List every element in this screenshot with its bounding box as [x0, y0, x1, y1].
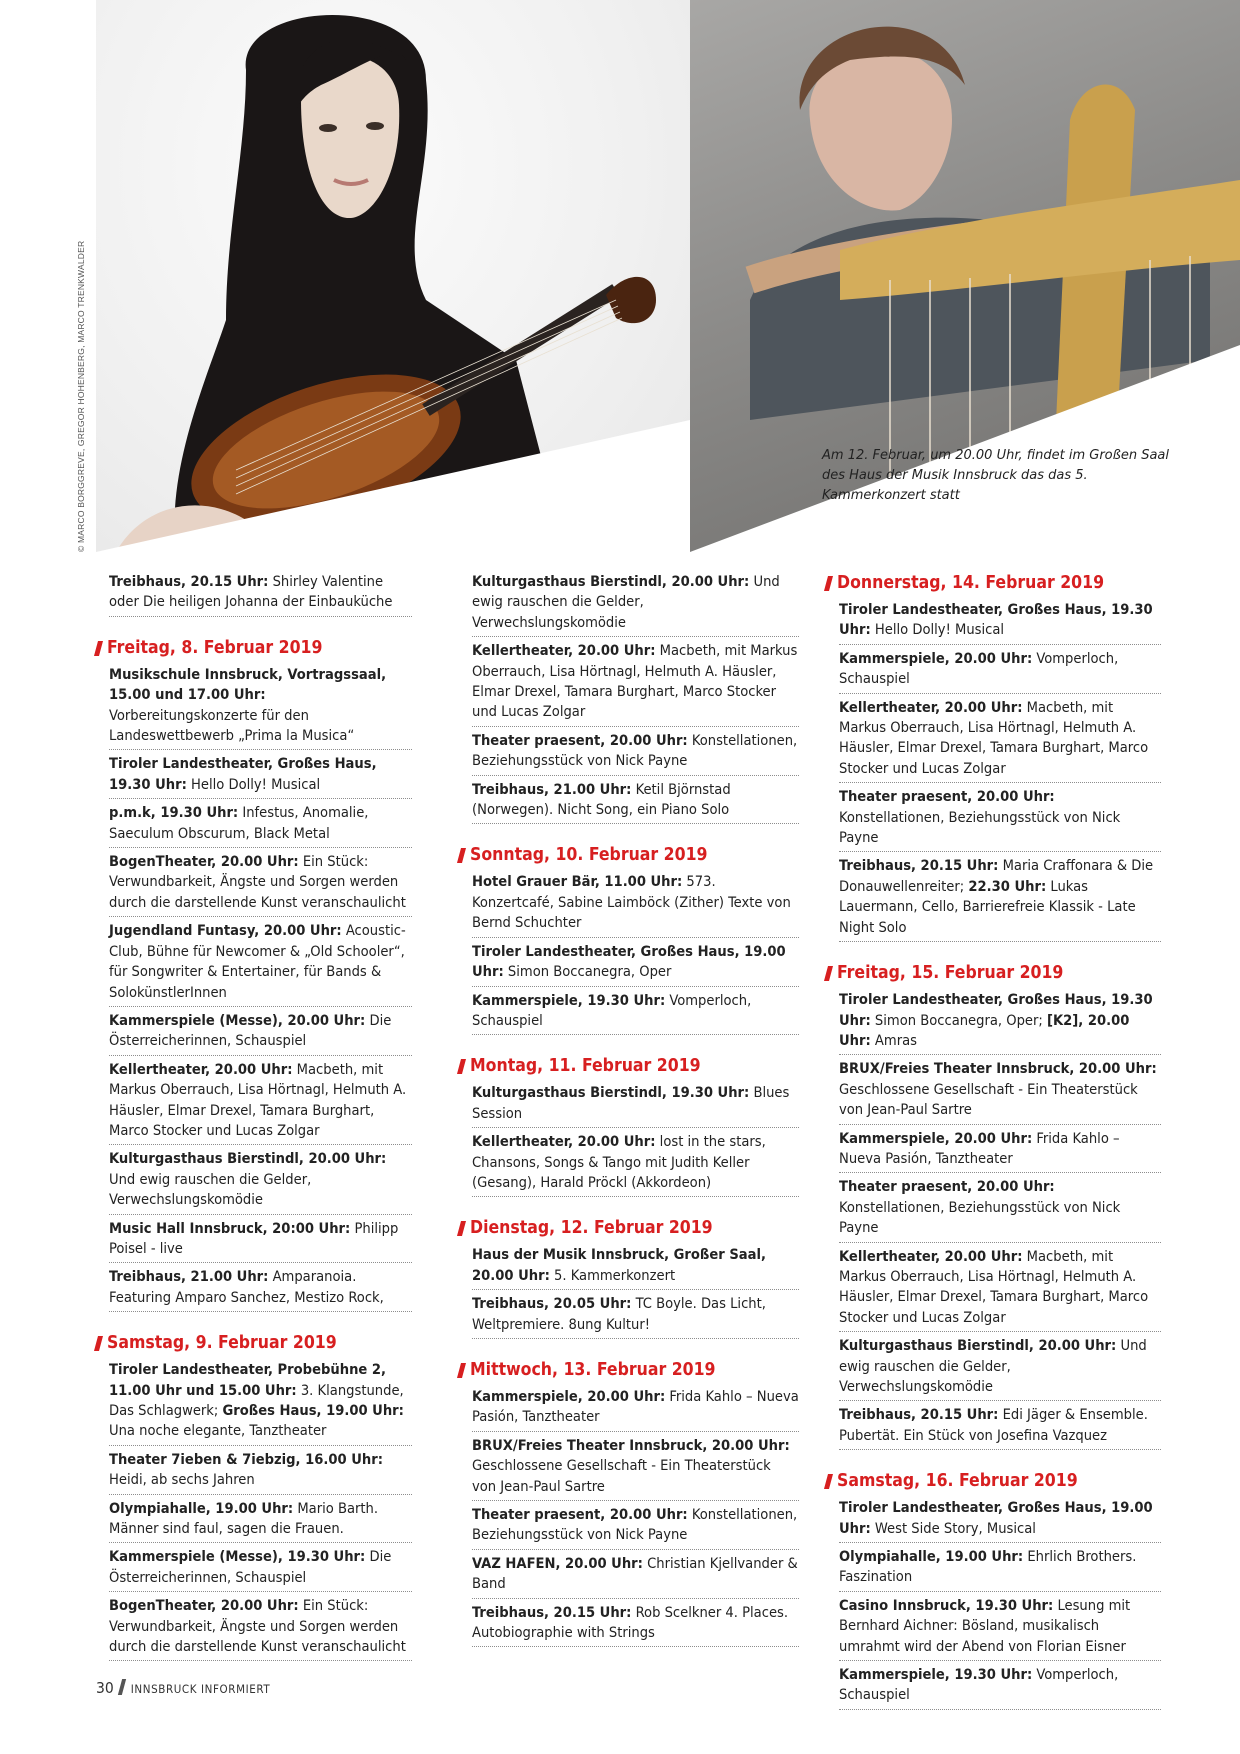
footer-divider: [118, 1679, 126, 1695]
day-heading: [459, 1359, 799, 1381]
event-venue: Tiroler Landestheater, Probebühne 2, 11.00 Uhr und 15.00 Uhr:: [109, 1361, 387, 1399]
event-entry: [109, 1596, 412, 1661]
day-heading-text: Dienstag, 12. Februar 2019: [470, 1218, 713, 1239]
event-entry: [839, 698, 1161, 784]
event-description: Frida Kahlo – Nueva Pasión, Tanztheater: [839, 1129, 1120, 1167]
event-venue: Kammerspiele (Messe), 20.00 Uhr:: [109, 1011, 366, 1029]
event-description: Rob Scelkner 4. Places. Autobiographie with Strings: [472, 1603, 789, 1642]
event-description: Ehrlich Brothers. Faszination: [839, 1548, 1137, 1586]
event-description: Edi Jäger & Ensemble. Pubertät. Ein Stück von Josefina Vazquez: [839, 1406, 1148, 1444]
event-description: Una noche elegante, Tanztheater: [109, 1422, 327, 1440]
day-heading: [826, 962, 1161, 984]
event-description: Ketil Björnstad (Norwegen). Nicht Song, ein Piano Solo: [472, 780, 731, 819]
event-description: Simon Boccanegra, Oper;: [870, 1011, 1047, 1029]
event-entry: [839, 856, 1161, 942]
event-description: Ein Stück: Verwundbarkeit, Ängste und Sorgen werden durch die darstellende Kunst veranschaulicht: [109, 853, 406, 911]
event-entry: [839, 1247, 1161, 1333]
day-section: [459, 844, 799, 1035]
event-description: Philipp Poisel - live: [109, 1219, 399, 1257]
event-venue: Treibhaus, 20.15 Uhr:: [839, 1406, 999, 1424]
event-description: Geschlossene Gesellschaft - Ein Theaterstück von Jean-Paul Sartre: [839, 1080, 1138, 1119]
event-entry: [839, 1498, 1161, 1543]
day-heading: [826, 572, 1161, 594]
event-entry: [472, 780, 799, 825]
event-entry: [109, 803, 412, 848]
day-entries: [459, 1245, 799, 1339]
violinist-photo: [96, 0, 690, 552]
day-heading-text: Donnerstag, 14. Februar 2019: [837, 573, 1105, 593]
page-number: 30: [96, 1679, 114, 1697]
event-description: Shirley Valentine oder Die heiligen Johanna der Einbauküche: [109, 573, 393, 611]
event-entry: [109, 572, 412, 617]
event-venue: Tiroler Landestheater, Großes Haus, 19.30 Uhr:: [839, 601, 1153, 639]
event-entry: [839, 990, 1161, 1055]
event-venue: Kellertheater, 20.00 Uhr:: [109, 1060, 293, 1078]
event-entry: [839, 1129, 1161, 1174]
publication-name: INNSBRUCK INFORMIERT: [130, 1682, 271, 1696]
event-description: Und ewig rauschen die Gelder, Verwechslungskomödie: [109, 1170, 312, 1209]
event-venue: Olympiahalle, 19.00 Uhr:: [839, 1548, 1024, 1566]
event-description: Vorbereitungskonzerte für den Landeswettbewerb „Prima la Musica“: [109, 706, 355, 745]
event-entry: [839, 1665, 1161, 1710]
event-venue: Theater praesent, 20.00 Uhr:: [472, 731, 688, 749]
heading-marker: [824, 1474, 833, 1489]
event-venue: Tiroler Landestheater, Großes Haus, 19.00 Uhr:: [839, 1499, 1153, 1537]
day-entries: [826, 600, 1161, 942]
event-description: Macbeth, mit Markus Oberrauch, Lisa Hörtnagl, Helmuth A. Häusler, Elmar Drexel, Tamara Burghart, Marco Stocker und Lucas Zolgar: [472, 642, 798, 721]
listing-column-1: [96, 572, 412, 1661]
day-heading-text: Mittwoch, 13. Februar 2019: [470, 1359, 716, 1380]
heading-marker: [94, 641, 103, 656]
event-description: Infestus, Anomalie, Saeculum Obscurum, Black Metal: [109, 804, 369, 842]
event-description: Die Österreicherinnen, Schauspiel: [109, 1548, 392, 1586]
event-entry: [472, 1603, 799, 1648]
event-description: West Side Story, Musical: [870, 1519, 1036, 1537]
event-venue: Musikschule Innsbruck, Vortragssaal, 15.00 und 17.00 Uhr:: [109, 665, 387, 704]
event-venue: Kellertheater, 20.00 Uhr:: [839, 698, 1023, 716]
event-venue: Kellertheater, 20.00 Uhr:: [839, 1247, 1023, 1265]
event-venue: Kulturgasthaus Bierstindl, 20.00 Uhr:: [839, 1337, 1117, 1355]
event-venue: Treibhaus, 20.15 Uhr:: [472, 1603, 632, 1621]
event-description: Frida Kahlo – Nueva Pasión, Tanztheater: [472, 1387, 799, 1426]
event-description: Konstellationen, Beziehungsstück von Nick Payne: [472, 1506, 798, 1544]
event-venue: p.m.k, 19.30 Uhr:: [109, 804, 239, 822]
day-heading-text: Freitag, 15. Februar 2019: [837, 963, 1064, 984]
event-description: Simon Boccanegra, Oper: [503, 963, 672, 981]
event-entry: [109, 921, 412, 1007]
event-venue: Theater praesent, 20.00 Uhr:: [839, 788, 1055, 806]
event-entry: [109, 1219, 412, 1264]
event-venue: BRUX/Freies Theater Innsbruck, 20.00 Uhr:: [472, 1436, 790, 1454]
event-description: Acoustic-Club, Bühne für Newcomer & „Old Schooler“, für Songwriter & Entertainer, für Bands & SolokünstlerInnen: [109, 922, 406, 1001]
day-heading: [459, 1055, 799, 1077]
heading-marker: [824, 576, 833, 591]
event-description: Vomperloch, Schauspiel: [839, 1666, 1119, 1704]
event-venue: Tiroler Landestheater, Großes Haus, 19.30 Uhr:: [109, 755, 377, 793]
event-description: 3. Klangstunde, Das Schlagwerk;: [109, 1381, 404, 1419]
event-venue: Kulturgasthaus Bierstindl, 19.30 Uhr:: [472, 1084, 750, 1102]
event-entry: [109, 754, 412, 799]
day-heading: [459, 1217, 799, 1239]
event-entry: [839, 1405, 1161, 1450]
event-venue: 22.30 Uhr:: [968, 877, 1047, 895]
event-venue: Kammerspiele, 20.00 Uhr:: [472, 1387, 666, 1405]
day-section: [826, 572, 1161, 942]
event-venue: Kulturgasthaus Bierstindl, 20.00 Uhr:: [472, 573, 750, 590]
event-description: Geschlossene Gesellschaft - Ein Theaterstück von Jean-Paul Sartre: [472, 1457, 771, 1495]
event-entry: [109, 1011, 412, 1056]
event-entry: [472, 1245, 799, 1290]
event-description: Konstellationen, Beziehungsstück von Nick Payne: [839, 808, 1121, 847]
event-entry: [109, 1547, 412, 1592]
event-description: lost in the stars, Chansons, Songs & Tango mit Judith Keller (Gesang), Harald Pröckl (Akkordeon): [472, 1133, 766, 1191]
event-venue: Kammerspiele, 20.00 Uhr:: [839, 1129, 1033, 1147]
event-venue: Theater praesent, 20.00 Uhr:: [472, 1506, 688, 1523]
event-venue: Kellertheater, 20.00 Uhr:: [472, 1133, 656, 1151]
event-description: Lukas Lauermann, Cello, Barrierefreie Klassik - Late Night Solo: [839, 877, 1136, 936]
event-description: Maria Craffonara & Die Donauwellenreiter;: [839, 857, 1154, 895]
event-entry: [839, 1177, 1161, 1242]
event-description: Hello Dolly! Musical: [870, 621, 1005, 639]
event-entry: [472, 991, 799, 1036]
event-entry: [472, 1436, 799, 1501]
event-description: Die Österreicherinnen, Schauspiel: [109, 1011, 392, 1050]
day-entries: [459, 572, 799, 824]
day-section: [459, 1055, 799, 1197]
event-entry: [472, 1554, 799, 1599]
day-heading: [96, 1332, 412, 1354]
page-footer: [96, 1678, 270, 1699]
event-entry: [109, 1060, 412, 1146]
event-description: Amparanoia. Featuring Amparo Sanchez, Mestizo Rock,: [109, 1268, 384, 1306]
event-venue: Treibhaus, 21.00 Uhr:: [109, 1268, 269, 1286]
event-entry: [472, 1132, 799, 1197]
day-section: [459, 1217, 799, 1339]
event-description: 5. Kammerkonzert: [549, 1266, 676, 1284]
event-description: Macbeth, mit Markus Oberrauch, Lisa Hörtnagl, Helmuth A. Häusler, Elmar Drexel, Tamara Burghart, Marco Stocker und Lucas Zolgar: [839, 698, 1149, 777]
event-venue: Music Hall Innsbruck, 20:00 Uhr:: [109, 1219, 351, 1237]
event-entry: [839, 649, 1161, 694]
event-description: Blues Session: [472, 1084, 790, 1122]
event-description: 573. Konzertcafé, Sabine Laimböck (Zither) Texte von Bernd Schuchter: [472, 873, 791, 932]
event-entry: [839, 600, 1161, 645]
event-venue: BogenTheater, 20.00 Uhr:: [109, 853, 299, 871]
event-venue: Kellertheater, 20.00 Uhr:: [472, 642, 656, 660]
event-description: Macbeth, mit Markus Oberrauch, Lisa Hörtnagl, Helmuth A. Häusler, Elmar Drexel, Tamara Burghart, Marco Stocker und Lucas Zolgar: [839, 1247, 1149, 1326]
event-venue: Treibhaus, 20.05 Uhr:: [472, 1295, 632, 1313]
event-description: Hello Dolly! Musical: [186, 775, 321, 793]
event-venue: Großes Haus, 19.00 Uhr:: [222, 1402, 404, 1419]
event-entry: [472, 731, 799, 776]
day-entries: [826, 990, 1161, 1450]
event-venue: Jugendland Funtasy, 20.00 Uhr:: [109, 922, 342, 940]
event-entry: [839, 1547, 1161, 1592]
event-entry: [472, 572, 799, 637]
photo-credit: © MARCO BORGGREVE, GREGOR HOHENBERG, MARCO TRENKWALDER: [76, 240, 86, 552]
event-venue: BogenTheater, 20.00 Uhr:: [109, 1597, 299, 1615]
day-entries: [826, 1498, 1161, 1710]
event-entry: [839, 1059, 1161, 1124]
event-venue: Kammerspiele, 19.30 Uhr:: [472, 991, 666, 1009]
event-description: Vomperloch, Schauspiel: [839, 649, 1119, 688]
event-venue: [K2], 20.00 Uhr:: [839, 1011, 1130, 1049]
day-section: [96, 572, 412, 617]
event-description: Heidi, ab sechs Jahren: [109, 1471, 255, 1489]
event-venue: Theater praesent, 20.00 Uhr:: [839, 1178, 1055, 1196]
day-entries: [459, 1083, 799, 1197]
event-venue: Haus der Musik Innsbruck, Großer Saal, 20.00 Uhr:: [472, 1246, 766, 1284]
day-heading-text: Samstag, 9. Februar 2019: [107, 1333, 337, 1354]
day-heading-text: Freitag, 8. Februar 2019: [107, 637, 323, 658]
event-description: Vomperloch, Schauspiel: [472, 991, 752, 1029]
event-entry: [472, 1505, 799, 1550]
event-entry: [109, 1149, 412, 1214]
event-venue: Kammerspiele, 19.30 Uhr:: [839, 1666, 1033, 1684]
day-section: [96, 1332, 412, 1661]
event-entry: [839, 1596, 1161, 1661]
event-venue: Kulturgasthaus Bierstindl, 20.00 Uhr:: [109, 1150, 387, 1168]
event-entry: [109, 852, 412, 917]
event-venue: Treibhaus, 20.15 Uhr:: [109, 573, 269, 590]
event-venue: Treibhaus, 20.15 Uhr:: [839, 857, 999, 875]
heading-marker: [94, 1336, 103, 1351]
day-heading: [96, 637, 412, 659]
day-section: [826, 962, 1161, 1450]
event-entry: [472, 1387, 799, 1432]
day-entries: [96, 1360, 412, 1661]
event-venue: Tiroler Landestheater, Großes Haus, 19.30 Uhr:: [839, 991, 1153, 1029]
day-heading-text: Montag, 11. Februar 2019: [470, 1056, 701, 1077]
event-entry: [472, 1294, 799, 1339]
event-description: Und ewig rauschen die Gelder, Verwechslungskomödie: [839, 1337, 1147, 1395]
event-entry: [472, 1083, 799, 1128]
event-description: Und ewig rauschen die Gelder, Verwechslungskomödie: [472, 573, 780, 631]
listing-column-2: [459, 572, 799, 1647]
day-heading: [826, 1470, 1161, 1492]
day-heading-text: Samstag, 16. Februar 2019: [837, 1471, 1078, 1492]
event-entry: [472, 942, 799, 987]
heading-marker: [457, 1363, 466, 1378]
event-description: Christian Kjellvander & Band: [472, 1554, 798, 1593]
day-heading-text: Sonntag, 10. Februar 2019: [470, 845, 708, 866]
day-heading: [459, 844, 799, 866]
event-venue: Theater 7ieben & 7iebzig, 16.00 Uhr:: [109, 1450, 383, 1468]
event-venue: VAZ HAFEN, 20.00 Uhr:: [472, 1554, 643, 1572]
event-venue: Casino Innsbruck, 19.30 Uhr:: [839, 1596, 1054, 1614]
event-entry: [839, 787, 1161, 852]
day-entries: [96, 572, 412, 617]
event-entry: [472, 872, 799, 937]
event-entry: [109, 1360, 412, 1446]
heading-marker: [457, 1221, 466, 1236]
event-venue: BRUX/Freies Theater Innsbruck, 20.00 Uhr:: [839, 1060, 1157, 1078]
event-venue: Kammerspiele (Messe), 19.30 Uhr:: [109, 1548, 366, 1566]
day-entries: [459, 1387, 799, 1647]
event-entry: [109, 1499, 412, 1544]
day-section: [459, 572, 799, 824]
event-entry: [109, 1450, 412, 1495]
event-venue: Kammerspiele, 20.00 Uhr:: [839, 649, 1033, 667]
event-entry: [109, 1267, 412, 1312]
event-description: Konstellationen, Beziehungsstück von Nick Payne: [472, 731, 798, 770]
event-venue: Hotel Grauer Bär, 11.00 Uhr:: [472, 873, 683, 891]
event-description: Amras: [870, 1031, 917, 1049]
event-venue: Treibhaus, 21.00 Uhr:: [472, 780, 632, 798]
event-venue: Olympiahalle, 19.00 Uhr:: [109, 1499, 294, 1517]
event-entry: [839, 1336, 1161, 1401]
event-entry: [472, 641, 799, 727]
event-description: Macbeth, mit Markus Oberrauch, Lisa Hörtnagl, Helmuth A. Häusler, Elmar Drexel, Tamara Burghart, Marco Stocker und Lucas Zolgar: [109, 1060, 407, 1139]
day-section: [96, 637, 412, 1312]
day-entries: [96, 665, 412, 1312]
day-section: [459, 1359, 799, 1647]
listing-column-3: [826, 572, 1161, 1710]
event-entry: [109, 665, 412, 751]
day-section: [826, 1470, 1161, 1710]
heading-marker: [457, 848, 466, 863]
event-description: TC Boyle. Das Licht, Weltpremiere. 8ung Kultur!: [472, 1295, 766, 1333]
day-entries: [459, 872, 799, 1035]
event-description: Lesung mit Bernhard Aichner: Bösland, musikalisch umrahmt wird der Abend von Florian Eisner: [839, 1596, 1131, 1655]
event-description: Ein Stück: Verwundbarkeit, Ängste und Sorgen werden durch die darstellende Kunst veranschaulicht: [109, 1597, 406, 1656]
event-venue: Tiroler Landestheater, Großes Haus, 19.00 Uhr:: [472, 942, 786, 981]
heading-marker: [824, 966, 833, 981]
heading-marker: [457, 1059, 466, 1074]
photo-caption: Am 12. Februar, um 20.00 Uhr, findet im Großen Saal des Haus der Musik Innsbruck das das 5. Kammerkonzert statt: [822, 448, 1169, 503]
event-description: Konstellationen, Beziehungsstück von Nick Payne: [839, 1198, 1121, 1237]
event-description: Mario Barth. Männer sind faul, sagen die Frauen.: [109, 1499, 379, 1538]
